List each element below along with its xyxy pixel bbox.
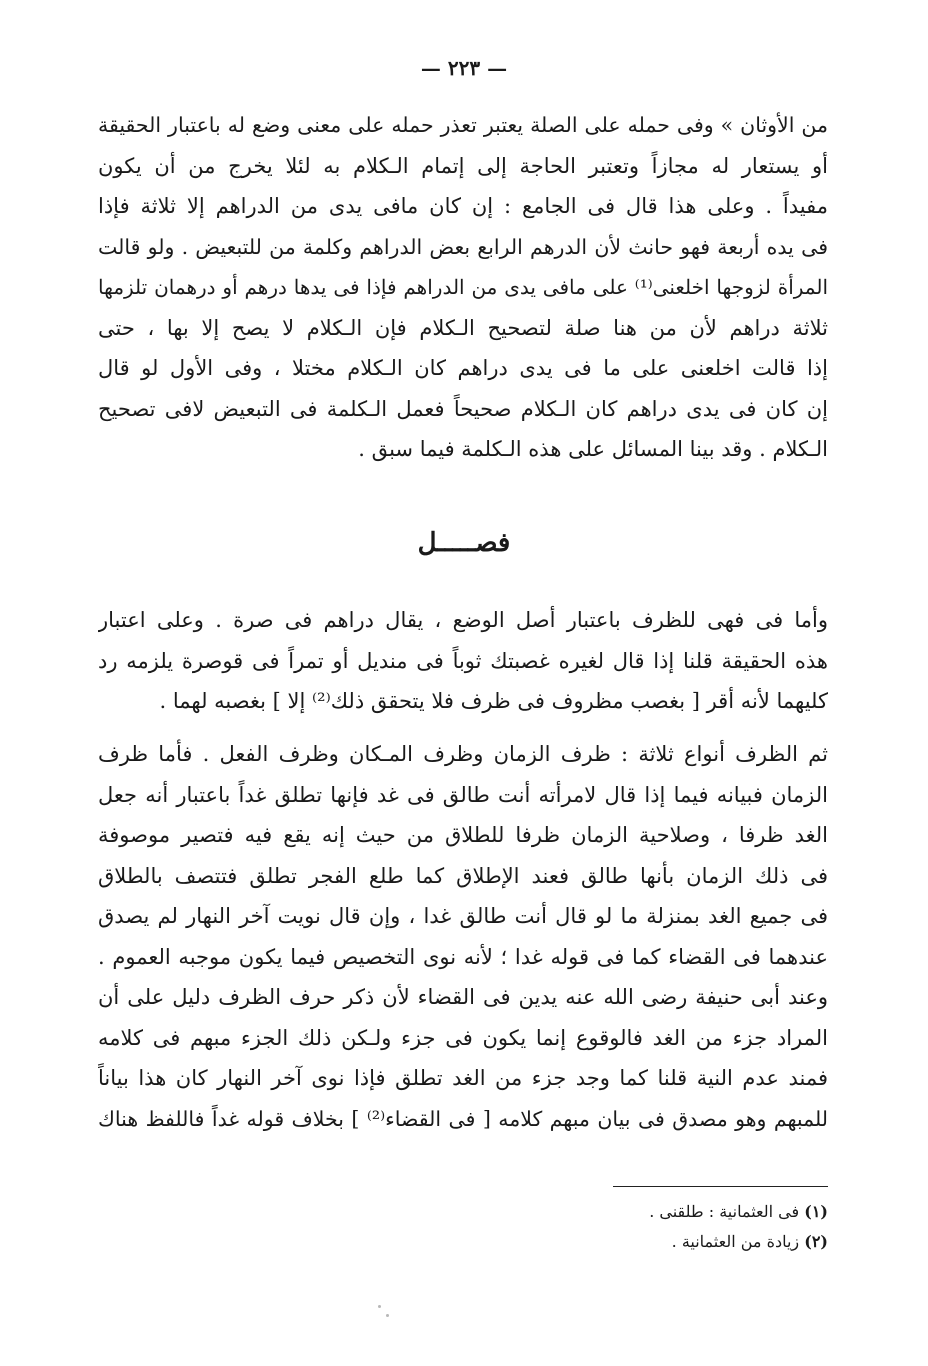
- text-line: فمند عدم النية قلنا كما وجد جزء من الغد تطلق فإذا نوى آخر النهار كان هذا بياناً: [98, 1066, 828, 1090]
- scan-speck: [378, 1305, 381, 1308]
- text-line: من الأوثان » وفى حمله على الصلة يعتبر تعذر حمله على معنى وضع له باعتبار الحقيقة: [98, 113, 828, 137]
- paragraph-1: [98, 105, 828, 470]
- text-line: هذه الحقيقة قلنا إذا قال لغيره غصبتك ثوباً فى منديل أو تمراً فى قوصرة يلزمه رد: [98, 648, 828, 673]
- footnote-1: [328, 1197, 828, 1227]
- text-line: فى يده أربعة فهو حانث لأن الدرهم الرابع بعض الدراهم وكلمة من للتبعيض . ولو قالت: [98, 234, 828, 259]
- footnote-number: (٢): [804, 1232, 828, 1251]
- text-line: عندهما فى القضاء كما فى قوله غدا ؛ لأنه نوى التخصيص فيما يكون موجبه العموم .: [98, 944, 828, 969]
- paragraph-3: [98, 734, 828, 1139]
- text-line: إن كان فى يدى دراهم كان الـكلام صحيحاً فعمل الـكلمة فى التبعيض لافى تصحيح: [98, 396, 828, 421]
- text-line: للمبهم وهو مصدق فى بيان مبهم كلامه [ فى القضاء⁽²⁾ ] بخلاف قوله غداً فاللفظ هناك: [98, 1106, 828, 1131]
- scan-speck: [386, 1314, 389, 1317]
- text-line: الـكلام . وقد بينا المسائل على هذه الـكلمة فيما سبق .: [358, 437, 828, 461]
- text-line: إذا قالت اخلعنى على ما فى يدى دراهم كان الـكلام مختلا ، وفى الأول لو قال: [98, 356, 828, 380]
- footnote-divider: [613, 1186, 828, 1187]
- footnote-text: زيادة من العثمانية .: [671, 1232, 800, 1251]
- text-line: المرأة لزوجها اخلعنى⁽¹⁾ على مافى يدى من الدراهم فإذا فى يدها درهم أو درهمان تلزمها: [98, 275, 828, 299]
- footnotes: [328, 1197, 828, 1257]
- text-line: فى جميع الغد بمنزلة ما لو قال أنت طالق غدا ، وإن قال نويت آخر النهار لم يصدق: [98, 904, 828, 928]
- text-line: ثم الظرف أنواع ثلاثة : ظرف الزمان وظرف المـكان وظرف الفعل . فأما ظرف: [98, 742, 828, 766]
- paragraph-2: [98, 600, 828, 722]
- footnote-text: فى العثمانية : طلقنى .: [649, 1202, 800, 1221]
- section-heading: فصـــــل: [417, 528, 511, 558]
- page-number: — ٢٢٣ —: [420, 56, 508, 80]
- text-line: الزمان فبيانه فيما إذا قال لامرأته أنت طالق فى غد فإنها تطلق غداً باعتبار أنه جعل: [98, 782, 828, 807]
- text-line: وعند أبى حنيفة رضى الله عنه يدين فى القضاء لأن ذكر حرف الظرف دليل على أن: [98, 985, 828, 1009]
- text-line: أو يستعار له مجازاً وتعتبر الحاجة إلى إتمام الـكلام به لئلا يخرج من أن يكون: [98, 153, 828, 178]
- text-line: المراد جزء من الغد فالوقوع إنما يكون فى جزء ولـكن ذلك الجزء مبهم فى كلامه: [98, 1025, 828, 1050]
- text-line: مفيداً . وعلى هذا قال فى الجامع : إن كان مافى يدى من الدراهم إلا ثلاثة فإذا: [98, 194, 828, 218]
- text-line: فى ذلك الزمان بأنها طالق فعند الإطلاق كما طلع الفجر تطلق فتتصف بالطلاق: [98, 863, 828, 888]
- footnote-2: [328, 1227, 828, 1257]
- text-line: كليهما لأنه أقر [ بغصب مظروف فى ظرف فلا يتحقق ذلك⁽²⁾ إلا ] بغصبه لهما .: [159, 689, 828, 713]
- text-line: الغد ظرفا ، وصلاحية الزمان ظرفا للطلاق من حيث إنه يقع فيه فتصير موصوفة: [98, 823, 828, 847]
- text-line: ثلاثة دراهم لأن من هنا صلة لتصحيح الـكلام فإن الـكلام لا يصح إلا بها ، حتى: [98, 315, 828, 340]
- text-line: وأما فى فهى للظرف باعتبار أصل الوضع ، يقال دراهم فى صرة . وعلى اعتبار: [98, 608, 828, 632]
- footnote-number: (١): [804, 1202, 828, 1221]
